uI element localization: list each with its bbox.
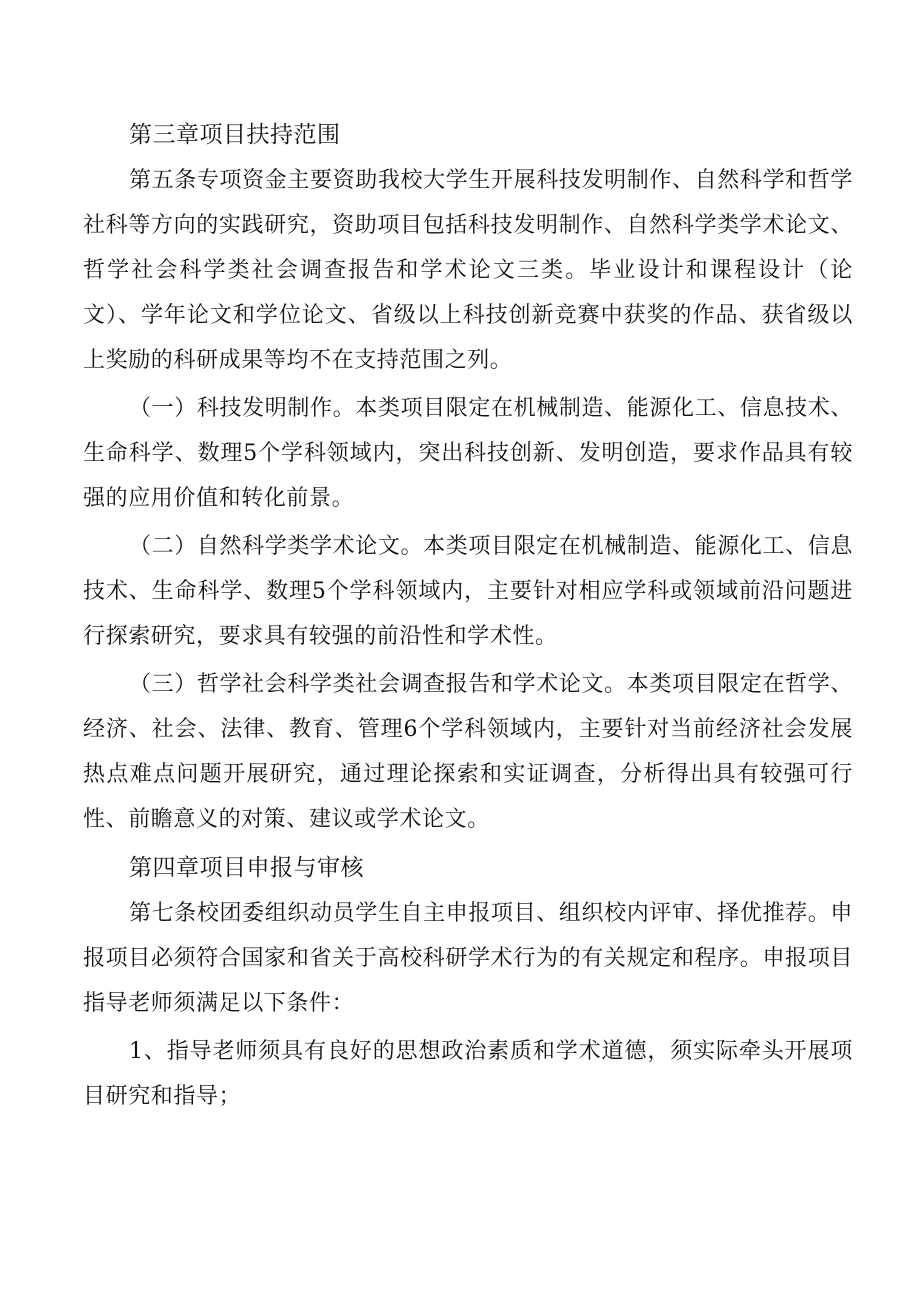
category-3-paragraph: （三）哲学社会科学类社会调查报告和学术论文。本类项目限定在哲学、经济、社会、法律、教育、管理6个学科领域内，主要针对当前经济社会发展热点难点问题开展研究，通过理论探索和实证调查，分析得出具有较强可行性、前瞻意义的对策、建议或学术论文。 <box>83 672 853 832</box>
document-page <box>83 112 853 1122</box>
chapter-4-heading: 第四章项目申报与审核 <box>129 855 364 881</box>
category-2-paragraph: （二）自然科学类学术论文。本类项目限定在机械制造、能源化工、信息技术、生命科学、数理5个学科领域内，主要针对相应学科或领域前沿问题进行探索研究，要求具有较强的前沿性和学术性。 <box>83 534 853 649</box>
category-1-paragraph: （一）科技发明制作。本类项目限定在机械制造、能源化工、信息技术、生命科学、数理5个学科领域内，突出科技创新、发明创造，要求作品具有较强的应用价值和转化前景。 <box>83 396 853 511</box>
article-5-paragraph: 第五条专项资金主要资助我校大学生开展科技发明制作、自然科学和哲学社科等方向的实践研究，资助项目包括科技发明制作、自然科学类学术论文、哲学社会科学类社会调查报告和学术论文三类。毕业设计和课程设计（论文）、学年论文和学位论文、省级以上科技创新竞赛中获奖的作品、获省级以上奖励的科研成果等均不在支持范围之列。 <box>83 168 853 373</box>
condition-1-paragraph: 1、指导老师须具有良好的思想政治素质和学术道德，须实际牵头开展项目研究和指导； <box>83 1039 853 1109</box>
article-7-paragraph: 第七条校团委组织动员学生自主申报项目、组织校内评审、择优推荐。申报项目必须符合国家和省关于高校科研学术行为的有关规定和程序。申报项目指导老师须满足以下条件： <box>83 901 853 1016</box>
chapter-3-heading: 第三章项目扶持范围 <box>129 122 341 148</box>
